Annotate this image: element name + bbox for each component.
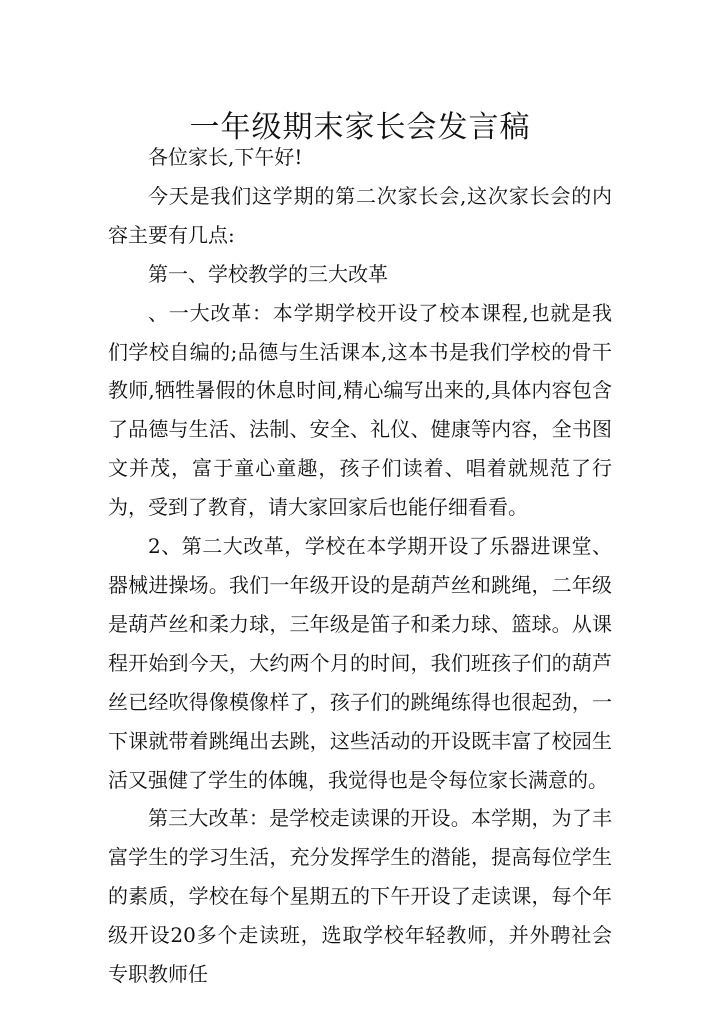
document-body (108, 138, 612, 994)
paragraph-intro: 今天是我们这学期的第二次家长会,这次家长会的内容主要有几点: (108, 183, 612, 247)
paragraph-reform-two: 2、第二大改革，学校在本学期开设了乐器进课堂、器械进操场。我们一年级开设的是葫芦丝和跳绳，二年级是葫芦丝和柔力球，三年级是笛子和柔力球、篮球。从课程开始到今天，大约两个月的时间，我们班孩子们的葫芦丝已经吹得像模像样了，孩子们的跳绳练得也很起劲，一下课就带着跳绳出去跳，这些活动的开设既丰富了校园生活又强健了学生的体魄，我觉得也是令每位家长满意的。 (108, 534, 612, 792)
paragraph-greeting: 各位家长,下午好! (148, 145, 303, 169)
paragraph-reform-one: 、一大改革：本学期学校开设了校本课程,也就是我们学校自编的;品德与生活课本,这本书是我们学校的骨干教师,牺牲暑假的休息时间,精心编写出来的,具体内容包含了品德与生活、法制、安全、礼仪、健康等内容，全书图文并茂，富于童心童趣，孩子们读着、唱着就规范了行为，受到了教育，请大家回家后也能仔细看看。 (108, 300, 612, 520)
paragraph-reform-three: 第三大改革：是学校走读课的开设。本学期，为了丰富学生的学习生活，充分发挥学生的潜能，提高每位学生的素质，学校在每个星期五的下午开设了走读课，每个年级开设20多个走读班，选取学校年轻教师，并外聘社会专职教师任 (108, 806, 612, 987)
paragraph-section-heading: 第一、学校教学的三大改革 (148, 261, 388, 286)
document-title: 一年级期末家长会发言稿 (189, 110, 531, 146)
